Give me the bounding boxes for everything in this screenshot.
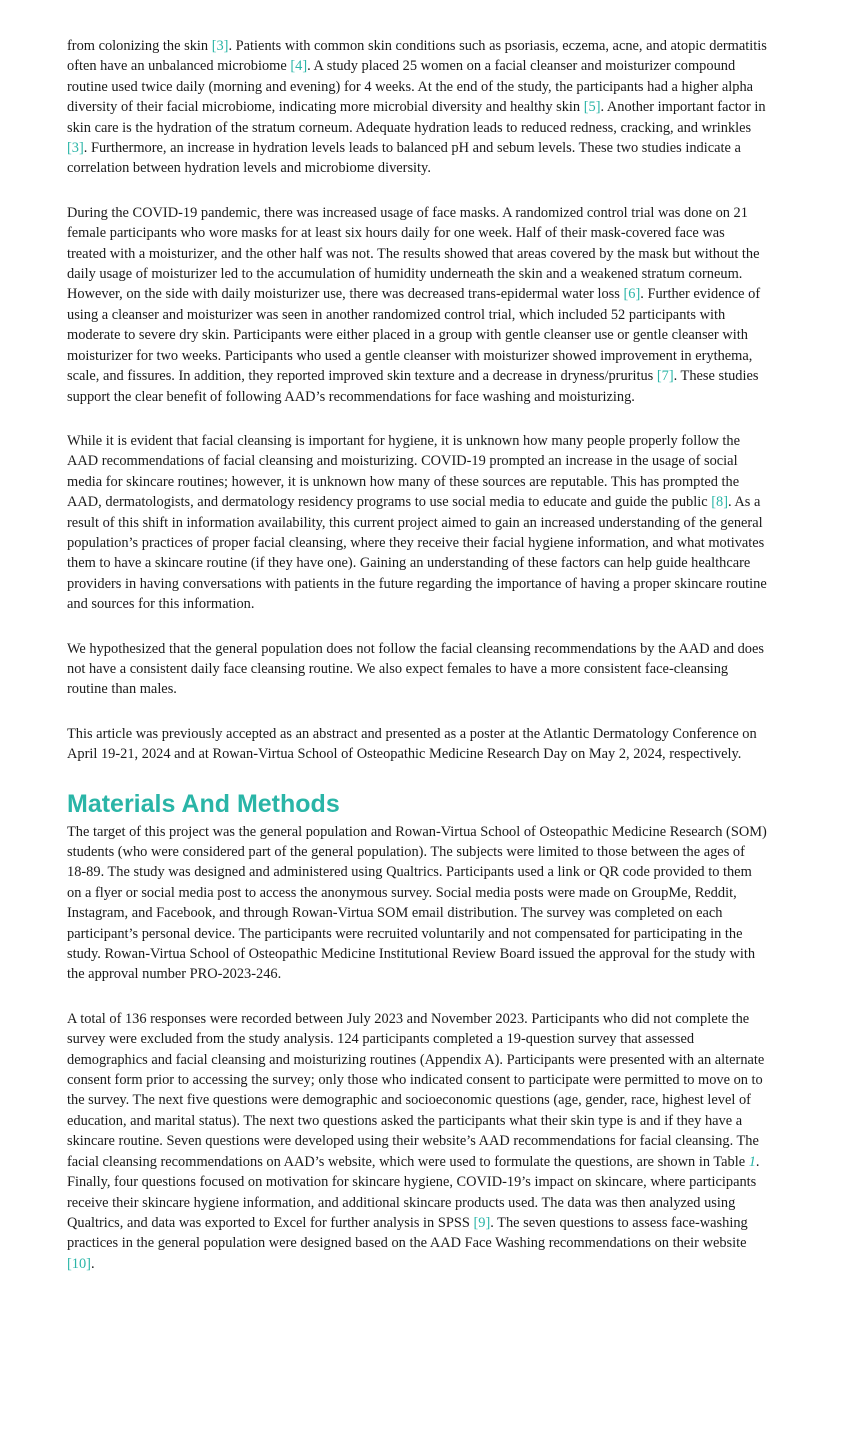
citation-link[interactable]: [5] [583, 99, 601, 116]
paragraph-text: . Finally, four questions focused on motivation for skincare hygiene, COVID-19’s impact on skincare, where participants receive their skincare hygiene information, and additional skincare products used. The data was then analyzed using Qualtrics, and data was exported to Excel for further analysis in SPSS [67, 1153, 760, 1231]
paragraph-text: . Furthermore, an increase in hydration levels leads to balanced pH and sebum levels. These two studies indicate a correlation between hydration levels and microbiome diversity. [67, 140, 741, 177]
paragraph [67, 639, 767, 700]
paragraph-text: . The seven questions to assess face-washing practices in the general population were designed based on the AAD Face Washing recommendations on their website [67, 1214, 748, 1252]
section-heading-materials-and-methods: Materials And Methods [67, 789, 340, 818]
citation-link[interactable]: [8] [711, 494, 728, 511]
article-body [67, 36, 767, 1298]
paragraph-text: During the COVID-19 pandemic, there was increased usage of face masks. A randomized control trial was done on 21 female participants who wore masks for at least six hours daily for one week. Half of their mask-covered face was treated with a moisturizer, and the other half was not. The results showed that areas covered by the mask but without the daily usage of moisturizer led to the accumulation of humidity underneath the skin and a weakened stratum corneum. However, on the side with daily moisturizer use, there was decreased trans-epidermal water loss [67, 204, 760, 303]
paragraph [67, 36, 767, 179]
paragraph [67, 724, 767, 765]
paragraph [67, 822, 767, 985]
paragraph-text: from colonizing the skin [67, 38, 212, 54]
citation-link[interactable]: [6] [623, 286, 641, 303]
paragraph-text: A total of 136 responses were recorded between July 2023 and November 2023. Participants who did not complete the survey were excluded from the study analysis. 124 participants completed a 19-question survey that assessed demographics and facial cleansing and moisturizing routines (Appendix A). Participants were presented with an alternate consent form prior to accessing the survey; only those who indicated consent to participate were permitted to move on to the survey. The next five questions were demographic and socioeconomic questions (age, gender, race, highest level of education, and marital status). The next two questions asked the participants what their skin type is and if they have a skincare routine. Seven questions were developed using their website’s AAD recommendations for facial cleansing. The facial cleansing recommendations on AAD’s website, which were used to formulate the questions, are shown in Table [67, 1010, 765, 1170]
paragraph-text: The target of this project was the general population and Rowan-Virtua School of Osteopathic Medicine Research (SOM) students (who were considered part of the general population). The subjects were limited to those between the ages of 18-89. The study was designed and administered using Qualtrics. Participants used a link or QR code provided to them on a flyer or social media post to access the anonymous survey. Social media posts were made on GroupMe, Reddit, Instagram, and Facebook, and through Rowan-Virtua SOM email distribution. The survey was completed on each participant’s personal device. The participants were recruited voluntarily and not compensated for participating in the study. Rowan-Virtua School of Osteopathic Medicine Institutional Review Board issued the approval for the study with the approval number PRO-2023-246. [67, 823, 767, 983]
paragraph-text: We hypothesized that the general population does not follow the facial cleansing recommendations by the AAD and does not have a consistent daily face cleansing routine. We also expect females to have a more consistent face-cleansing routine than males. [67, 640, 764, 698]
paragraph-text: While it is evident that facial cleansing is important for hygiene, it is unknown how many people properly follow the AAD recommendations of facial cleansing and moisturizing. COVID-19 prompted an increase in the usage of social media for skincare routines; however, it is unknown how many of these sources are reputable. This has prompted the AAD, dermatologists, and dermatology residency programs to use social media to educate and guide the public [67, 432, 741, 511]
citation-link[interactable]: [9] [473, 1214, 491, 1231]
paragraph-text: . Further evidence of using a cleanser and moisturizer was seen in another randomized control trial, which included 52 participants with moderate to severe dry skin. Participants were either placed in a group with gentle cleanser use or gentle cleanser with moisturizer for two weeks. Participants who used a gentle cleanser with moisturizer showed improvement in erythema, scale, and fissures. In addition, they reported improved skin texture and a decrease in dryness/pruritus [67, 286, 761, 385]
paragraph-text: This article was previously accepted as an abstract and presented as a poster at the Atlantic Dermatology Conference on April 19-21, 2024 and at Rowan-Virtua School of Osteopathic Medicine Research Day on May 2, 2024, respectively. [67, 725, 757, 763]
paragraph-text: . A study placed 25 women on a facial cleanser and moisturizer compound routine used twice daily (morning and evening) for 4 weeks. At the end of the study, the participants had a higher alpha diversity of their facial microbiome, indicating more microbial diversity and healthy skin [67, 58, 754, 116]
paragraph-text: . Another important factor in skin care is the hydration of the stratum corneum. Adequate hydration leads to reduced redness, cracking, and wrinkles [67, 99, 766, 136]
introduction-continued [67, 36, 767, 765]
citation-link[interactable]: [3] [67, 140, 84, 157]
paragraph [67, 431, 767, 615]
paragraph-text: . Patients with common skin conditions such as psoriasis, eczema, acne, and atopic dermatitis often have an unbalanced microbiome [67, 38, 767, 75]
citation-link[interactable]: [7] [656, 368, 674, 385]
paragraph-text: . These studies support the clear benefit of following AAD’s recommendations for face washing and moisturizing. [67, 368, 759, 405]
paragraph [67, 1009, 767, 1274]
citation-link[interactable]: [3] [211, 38, 229, 54]
table-reference-link[interactable]: 1 [748, 1153, 756, 1170]
paragraph-text: . As a result of this shift in information availability, this current project aimed to gain an increased understanding of the general population’s practices of proper facial cleansing, where they receive their facial hygiene information, and what motivates them to have a skincare routine (if they have one). Gaining an understanding of these factors can help guide healthcare providers in having conversations with patients in the future regarding the importance of having a proper skincare routine and sources for this information. [67, 494, 767, 613]
paragraph-text: . [90, 1255, 95, 1272]
materials-and-methods-section [67, 822, 767, 1275]
paragraph [67, 203, 767, 407]
citation-link[interactable]: [10] [67, 1255, 91, 1272]
citation-link[interactable]: [4] [290, 58, 308, 75]
